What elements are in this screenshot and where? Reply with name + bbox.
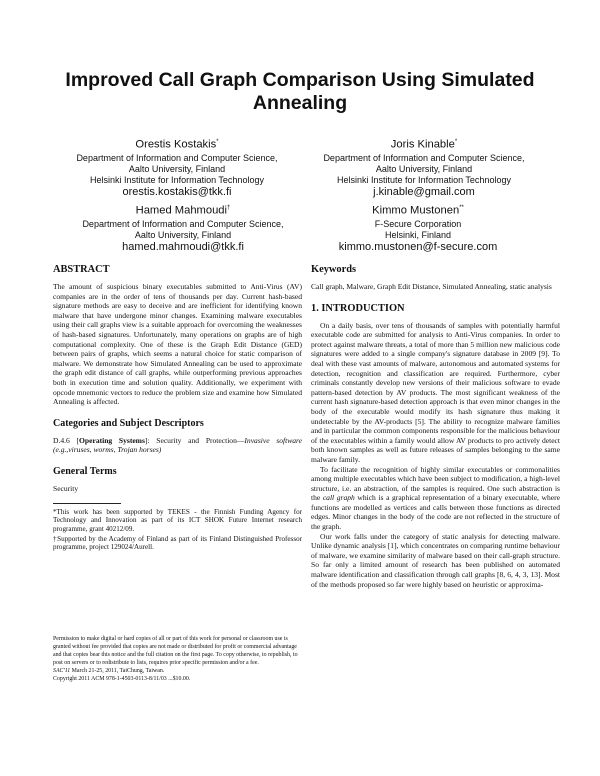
intro-p2-end: which is a graphical representation of a binary executable, where functions are modelled as vertices and calls between those functions as directed edges. Minor changes in the body of the code are not reflected in the structure of the graph. [311, 493, 560, 532]
author-name: Orestis Kostakis [135, 138, 217, 151]
keywords-heading: Keywords [311, 264, 357, 275]
author-block-2 [294, 135, 554, 199]
author-block-3 [53, 201, 313, 254]
categories-heading: Categories and Subject Descriptors [53, 417, 204, 429]
author-mark: † [227, 205, 231, 211]
venue-name: SAC'11 [53, 667, 71, 674]
intro-heading: 1. INTRODUCTION [311, 302, 405, 314]
general-terms-text: Security [53, 483, 79, 493]
abstract-text: The amount of suspicious binary executables submitted to Anti-Virus (AV) companies are in the order of tens of thousands per day. Current hash-based signature methods are easy to deceive and are inefficient for identifying known malware that have undergone minor changes. Examining malware executables using their call graphs view is a suitable approach for overcoming the weaknesses of hash-based signatures. Unfortunately, many operations on graphs are of high computational complexity. One of these is the Graph Edit Distance (GED) between pairs of graphs, which seems a natural choice for static comparison of malware. We demonstrate how Simulated Annealing can be used to approximate the graph edit distance of call graphs, while outperforming previous approaches both in execution time and solution quality. Additionally, we experiment with opcode mnemonic vectors to reduce the problem size and examine how Simulated Annealing is affected. [53, 282, 302, 407]
author-affiliation: F-Secure Corporation [374, 218, 462, 229]
category-code: D.4.6 [ [53, 435, 80, 445]
author-affiliation: Helsinki, Finland [384, 229, 452, 240]
footnote-rule [53, 503, 121, 504]
author-affiliation: Aalto University, Finland [134, 229, 232, 240]
categories-text [53, 436, 302, 455]
author-affiliation: Helsinki Institute for Information Technology [337, 174, 511, 185]
author-affiliation: Department of Information and Computer Science, [323, 152, 525, 163]
author-email: orestis.kostakis@tkk.fi [122, 185, 232, 198]
author-name: Hamed Mahmoudi [135, 204, 228, 217]
category-italic: Invasive software (e.g.,viruses, worms, Trojan horses) [53, 435, 303, 455]
copyright-line: Copyright 2011 ACM 978-1-4503-0113-8/11/03 ...$10.00. [53, 675, 191, 682]
author-mark: * [216, 139, 219, 145]
title-line-1: Improved Call Graph Comparison Using Simulated [65, 69, 535, 91]
author-affiliation: Helsinki Institute for Information Technology [90, 174, 264, 185]
paper-title [0, 69, 600, 115]
author-name: Joris Kinable [390, 138, 455, 151]
category-rest: ]: Security and Protection— [144, 435, 245, 445]
right-column [311, 264, 560, 589]
venue-line [53, 668, 302, 676]
author-email: hamed.mahmoudi@tkk.fi [122, 240, 244, 253]
intro-paragraph-2 [311, 465, 560, 532]
author-mark: ** [459, 205, 464, 211]
footnote-2: †Supported by the Academy of Finland as part of its Finland Distinguished Professor programme, project 129024/Aurell. [53, 534, 302, 552]
permission-block [53, 636, 302, 683]
footnote-1: *This work has been supported by TEKES - the Finnish Funding Agency for Technology and Innovation as part of its ICT SHOK Future Internet research programme, grant 40212/09. [53, 507, 302, 533]
general-terms-heading: General Terms [53, 465, 117, 477]
left-column [53, 264, 302, 553]
author-affiliation: Aalto University, Finland [375, 163, 473, 174]
intro-paragraph-1: On a daily basis, over tens of thousands of samples with potentially harmful executable code are submitted for analysis to Anti-Virus companies. In order to protect against malware threats, a total of more than 5 million new malicious code signatures were added to a single company's signature database in 2009 [9]. To deal with these vast amounts of malware, autonomous and automated systems for detection, recognition and classification are required. Furthermore, cyber criminals constantly develop new versions of their malicious software to evade pattern-based detection by AV products. The most significant weakness of the current hash signature-based detection approach is that even minor changes in the body of the executable would modify its hash signature thus making it undetectable by the AV-products [5]. The ability to recognize malware families and in particular the common components responsible for the malicious behaviour of the executables within a family would allow AV products to pro actively detect both known samples as well as future releases of samples belonging to the same malware family. [311, 320, 560, 464]
author-mark: * [454, 139, 458, 145]
author-block-4 [288, 201, 548, 254]
author-email: j.kinable@gmail.com [373, 185, 475, 198]
author-affiliation: Department of Information and Computer Science, [76, 152, 278, 163]
author-email: kimmo.mustonen@f-secure.com [338, 240, 498, 253]
keywords-text: Call graph, Malware, Graph Edit Distance, Simulated Annealing, static analysis [311, 282, 552, 291]
title-line-2: Annealing [252, 92, 348, 114]
abstract-heading: ABSTRACT [53, 264, 110, 275]
intro-p2-start: To facilitate the recognition of highly similar executables or commonalities among multiple executables which have been subject to modification, a high-level structure, i.e. an abstraction, of the samples is required. One such abstraction is the [311, 464, 560, 503]
venue-details: March 21-25, 2011, TaiChung, Taiwan. [70, 667, 165, 674]
author-affiliation: Department of Information and Computer Science, [82, 218, 284, 229]
category-name: Operating Systems [79, 435, 145, 445]
author-block-1 [47, 135, 307, 199]
author-affiliation: Aalto University, Finland [128, 163, 226, 174]
intro-paragraph-3: Our work falls under the category of static analysis for detecting malware. Unlike dynamic analysis [1], which concentrates on comparing runtime behaviour of malware, we examine similarity of malware based on their call-graph structure. So far only a limited amount of research has been published on automated malware identification and classification through call graphs [8, 6, 4, 3, 13]. Most of the methods proposed so far were highly based on heuristic or approxima- [311, 531, 560, 589]
permission-text: Permission to make digital or hard copies of all or part of this work for personal or classroom use is granted without fee provided that copies are not made or distributed for profit or commercial advantage and that copies bear this notice and the full citation on the first page. To copy otherwise, to republish, to post on servers or to redistribute to lists, requires prior specific permission and/or a fee. [53, 636, 298, 666]
intro-p2-emphasis: call graph [322, 493, 355, 503]
author-name: Kimmo Mustonen [372, 204, 460, 217]
